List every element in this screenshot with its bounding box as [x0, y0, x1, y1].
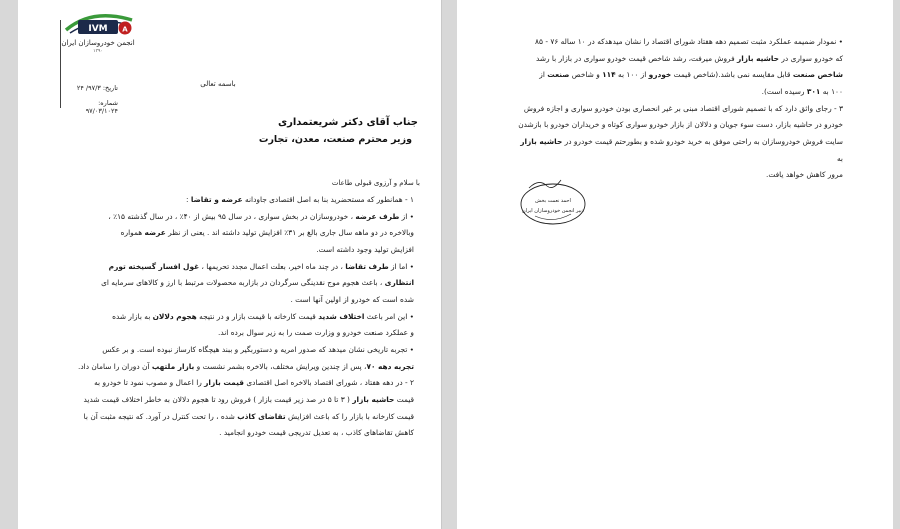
body-line: مرور کاهش خواهد یافت.	[766, 170, 843, 180]
body-line: تجربه دهه ۷۰، پس از چندین ویرایش مختلف، بالاخره بشمر نشست و بازار ملتهب آن دوران را سامان داد.	[78, 361, 414, 371]
body-line: کاهش تقاضاهای کاذب ، به تعدیل تدریجی قیمت خودرو انجامید .	[219, 428, 414, 438]
date-field: تاریخ: ۹۷/۳/ ۲۴	[76, 84, 118, 92]
body-line: وبالاخره در دو ماهه سال جاری بالغ بر ۳۱٪ افزایش تولید داشته اند . یعنی از نظر عرضه همواره	[120, 228, 414, 238]
document-page-right	[457, 0, 893, 529]
body-line: شاخص صنعت قابل مقایسه نمی باشد.(شاخص قیمت خودرو از ۱۰۰ به ۱۱۴ و شاخص صنعت از	[539, 70, 843, 80]
header-divider	[60, 20, 61, 108]
body-line: سایت فروش خودروسازان به راحتی موفق به خرید خودرو شده و بطورحتم قیمت خودرو در حاشیه بازار به	[520, 136, 843, 163]
body-line: شده است که خودرو از اولین آنها است .	[290, 294, 414, 304]
greeting: با سلام و آرزوی قبولی طاعات	[331, 179, 420, 187]
body-line: قیمت کارخانه با بازار را که باعث افزایش تقاضای کاذب شده ، را تحت کنترل در آورد. که نتیجه مثبت آن با	[83, 411, 414, 421]
body-line: • این امر باعث اختلاف شدید قیمت کارخانه با قیمت بازار و در نتیجه هجوم دلالان به بازار شده	[112, 311, 414, 321]
document-page-left	[18, 0, 442, 529]
body-line: ۳ - رجای واثق دارد که با تصمیم شورای اقتصاد مبنی بر غیر انحصاری بودن خودرو سواری و اجازه فروش	[523, 103, 843, 113]
bismillah: باسمه تعالی	[200, 80, 236, 88]
body-line: ۲ - در دهه هفتاد ، شورای اقتصاد بالاخره اصل اقتصادی قیمت بازار را اعمال و مصوب نمود تا خودرو به	[94, 378, 414, 388]
body-line: • از طرف عرضه ، خودروسازان در بخش سواری ، در سال ۹۵ بیش از ۴۰٪ ، در سال گذشته ۱۵٪ ،	[108, 211, 414, 221]
body-line: • اما از طرف تقاضا ، در چند ماه اخیر، بعلت اعمال مجدد تحریمها ، غول افسار گسیخته تورم	[108, 261, 414, 271]
body-line: • تجربه تاریخی نشان میدهد که صدور امریه و دستوربگیر و ببند هیچگاه کارساز نبوده است. و بر عکس	[102, 344, 414, 354]
body-line: ۱ - همانطور که مستحضرید بنا به اصل اقتصادی جاودانه عرضه و تقاضا :	[186, 195, 414, 204]
letter-body-left	[48, 192, 414, 442]
recipient-title: وزیر محترم صنعت، معدن، تجارت	[258, 134, 412, 145]
body-line: که خودرو سواری در حاشیه بازار فروش میرفت، رشد شاخص قیمت خودرو سواری در بازار با رشد	[535, 53, 843, 63]
signature-role: دبیر انجمن خودروسازان ایران	[522, 208, 584, 214]
signature-name: احمد نعمت بخش	[535, 198, 571, 204]
body-line: انتظاری ، باعث هجوم موج نقدینگی سرگردان در بازاربه محصولات مرتبط با ارز و کالاهای سرمایه ای	[101, 278, 414, 288]
number-field: شماره: ۹۷/۰۳/۱۰۲۴	[85, 99, 118, 115]
body-line: افزایش تولید وجود داشته است.	[316, 244, 414, 254]
body-line: و عملکرد صنعت خودرو و وزارت صمت را به زیر سوال برده اند.	[218, 328, 414, 338]
logo-letters: IVM	[88, 24, 108, 34]
recipient-name: جناب آقای دکتر شریعتمداری	[277, 117, 418, 128]
body-line: ۱۰۰ به ۳۰۱ رسیده است).	[761, 86, 843, 96]
svg-text:A: A	[122, 25, 128, 34]
org-sub: ۱۳۹۰	[93, 49, 103, 54]
body-line: قیمت حاشیه بازار ( ۳ تا ۵ در صد زیر قیمت بازار ) فروش رود تا هجوم دلالان به خاطر اختلاف قیمت شدید	[83, 394, 414, 404]
org-name: انجمن خودروسازان ایران	[61, 39, 135, 47]
body-line: • نمودار ضمیمه عملکرد مثبت تصمیم دهه هفتاد شورای اقتصاد را نشان میدهدکه در ۱۰ ساله ۷۶ - ۸۵	[535, 37, 843, 46]
letter-body-right	[517, 34, 843, 184]
ivma-logo	[62, 6, 136, 40]
body-line: خودرو در حاشیه بازار، دست سوء جویان و دلالان از بازار خودرو سواری کوتاه و خریداران خودرو با بازشدن	[518, 120, 843, 130]
